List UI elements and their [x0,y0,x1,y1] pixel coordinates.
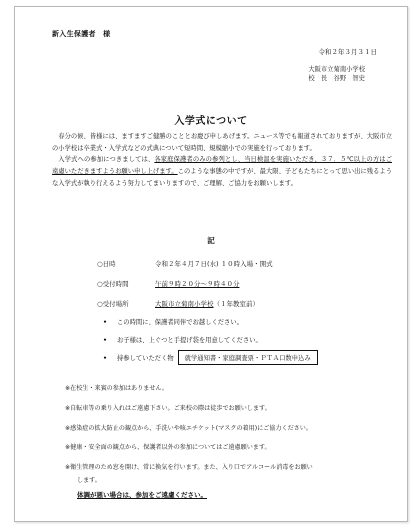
info-datetime-label: ○日時 [97,260,116,268]
bullet-text-1: この時間に、保護者同伴でお越しください。 [117,319,243,326]
ki-heading: 記 [207,236,215,245]
bullet-text-3: 持参していただく物 [117,355,174,362]
info-place [97,299,259,308]
issue-date: 令和２年３月３１日 [318,48,377,56]
note-3: ※感染症の拡大防止の観点から、手洗いや咳エチケット(マスクの着用)にご協力ください。 [65,425,312,432]
body-p2-underlined: 各家庭保護者のみの参列とし、当日検温を実施いただき、３７．５℃以上の方はご遠慮いただきますようお願い申し上げます。 [52,156,393,176]
note-5a: ※衛生管理のため窓を開け、常に換気を行います。また、入り口でアルコール消毒をお願い [65,464,313,471]
note-2: ※自転車等の乗り入れはご遠慮下さい。ご来校の際は徒歩でお願いします。 [65,405,271,412]
note-5b: します。 [77,477,101,484]
items-to-bring-box: 就学通知書・家庭調査票・ＰＴＡ口数申込み [178,350,318,365]
issuer-block [308,65,365,83]
bullet-icon: • [103,337,108,344]
info-datetime [97,259,273,268]
info-place-value: 大阪市立菊南小学校 [155,300,214,308]
info-datetime-value: 令和２年４月７日(水) １０時入場・開式 [155,260,273,268]
body-p2-intro: 入学式への参加につきましては、 [58,156,155,164]
info-reception-value: 午前９時２０分～９時４０分 [155,280,240,288]
principal-name: 校 長 谷野 智史 [308,75,365,82]
body-paragraph-1: 春分の候、皆様には、ますますご健勝のこととお慶び申しあげます。ニュース等でも報道されておりますが、大阪市立の小学校は卒業式・入学式などの式典について短時間、規模縮小での実施を行っております。 [52,133,392,152]
info-reception [97,279,240,288]
body-paragraph-2 [52,154,392,189]
info-place-note: （１年教室前） [213,300,259,308]
document-title: 入学式について [174,116,248,127]
note-1: ※在校生・来賓の参加はありません。 [65,385,168,392]
bullet-item [103,317,243,326]
bullet-icon: • [103,319,108,326]
bullet-icon: • [103,355,108,362]
bullet-item [103,335,262,344]
bullet-text-2: お子様は、上ぐつと手提げ袋を用意してください。 [117,337,262,344]
info-reception-label: ○受付時間 [97,280,129,288]
note-4: ※健康・安全面の観点から、保護者以外の参加についてはご遠慮願います。 [65,444,271,451]
closing-note: 体調が悪い場合は、参加をご遠慮ください。 [77,491,207,499]
addressee: 新入生保護者 様 [52,30,111,38]
bullet-item [103,350,318,365]
body-text [52,131,392,190]
body-p2-rest: このような事態の中ですが、最大限、子どもたちにとって思い出に残るような入学式が執り行えるよう努力してまいりますので、ご理解、ご協力をお願いします。 [52,168,393,187]
document-page [14,6,408,522]
info-place-label: ○受付場所 [97,300,129,308]
school-name: 大阪市立菊南小学校 [308,66,365,73]
